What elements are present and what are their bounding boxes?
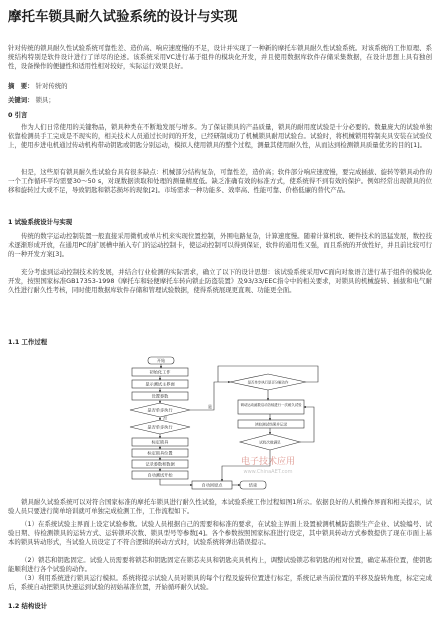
watermark-url: www.ChinaAET.com: [243, 469, 293, 475]
abstract-value: 针对传统的: [35, 82, 68, 90]
watermark-text: 电子技术应用: [240, 457, 296, 467]
figure-description: 锁具耐久试验系统可以对符合国家标准的摩托车锁具进行耐久性试验，本试验系统工作过程如图1所示。依据良好的人机操作界面和相关提示，试验人员只要进行简单培训就可单独完成检测工作，工作流程如下。: [8, 498, 432, 515]
intro-paragraph-2: 但是，这些原有锁具耐久性试验台具有很多缺点：机械部分结构复杂，可靠性差，造价高；软件部分响应速度慢，要完成插拔、旋转等锁具动作的一个工作循环平均需要30～50 s，对现数据读取和处理的测量精度低。缺乏准确有效的标准方式，使系统得不到有效的保护。例如经常出现锁具的位移和旋转过大或不足，导致钥匙和锁芯损坏的现象[2]。市场需求一种功能多、效率高、性能可靠、价格低廉的替代产品。: [8, 168, 432, 194]
intro-paragraph-1: 作为人们日常使用的关键物品，锁具种类在不断地发展与增多。为了保证锁具的产品质量，锁具的耐用度试验是十分必要的。数量庞大的试验单独依靠检测员手工完成是不现实的，相关技术人员通过长时间的开发，已经研制成功了机械锁具耐用试验台。试验时，将机械锁用特制夹具安装在试验仪上，使用步进电机通过传动机构带动钥匙或钥匙分别运动，模拟人使用锁具的整个过程，测量其使用耐久性，从而达到检测锁具质量优劣的目的[1]。: [8, 123, 432, 149]
keywords-label: 关键词：: [8, 96, 34, 104]
flow-right-decision: 是否单步执行是否分解动作: [247, 380, 289, 385]
step-3-paragraph: （3）利用系统进行锁具运行模拟。系统将提示试验人员对锁具的每个行程及旋转位置进行标定，系统记录当前位置的平移及旋转角度，标定完成后，系统自动把锁具快速运到试验的初始基准位置，开始循环耐久试验。: [8, 574, 432, 591]
section1-paragraph-1: 传统的数字运动控制装置一般直接采用微机或单片机来实现位置控制，外围电路复杂，计算速度慢。随着计算机软、硬件技术的迅猛发展，数控技术逐渐形成开放，在通用PC的扩展槽中插入专门的运动控制卡，使运动控制可以得到保证，软件的通用性又强，而且系统的开放性好，并且前比较可行的一种开发方案[3]。: [8, 232, 432, 258]
flow-no-label: 否: [162, 415, 168, 421]
flow-decision-2: 是否单步执行: [147, 424, 173, 430]
flow-auto-home: 自动回原点: [201, 482, 223, 488]
keywords-value: 锁具；: [35, 96, 55, 104]
abstract-label: 摘 要：: [8, 82, 34, 90]
flowchart-figure: [118, 356, 328, 492]
flow-calibrate-position: 标定锁具位置: [147, 450, 173, 456]
step-1-paragraph: （1）在系统试验主界面上设定试验参数。试验人员根据自己的需要和标准的要求，在试验主界面上设置被测机械防盗锁生产企业、试验编号、试验日期、待检测锁具的运转方式、运转锁环次数、锁具型号等参数[4]。各个参数按照国家标准进行设定，其中锁具转动方式参数提供了现在市面上基本的锁具转动形式，当试验人员设定了不符合逻辑的转动方式时，试验系统将弹出错误提示。: [8, 520, 432, 546]
flow-init: 初始化工作: [149, 369, 171, 375]
section-heading-1: 1 试验系统设计与实现: [8, 218, 73, 226]
flow-end: 结束: [248, 482, 258, 488]
flow-right-run: 调动运动函数启动各轴进行一次耐久试验: [240, 403, 302, 407]
section-heading-intro: 0 引言: [8, 111, 28, 119]
flow-right-count: 试验次数满足: [259, 440, 281, 445]
flow-start: 开始: [156, 358, 166, 364]
flow-yes-label: 是: [207, 404, 213, 409]
flow-decision-1: 是否单步执行: [147, 407, 173, 413]
flow-main-ui: 显示测试主界面: [145, 381, 175, 387]
flow-auto-test: 自动测试开始: [147, 472, 173, 478]
section1-paragraph-2: 充分考虑到运动控制技术的发展，并结合行业检测的实际需求，确立了以下的设计思想：该试验系统采用VC面向对象语言进行基于组件的模块化开发，按照国家标准GB17353-1998《摩托车和轻便摩托车转向锁止防盗装置》及93/33/EEC指令中的相关要求，对锁具的机械旋转、插拔和电气耐久性进行耐久性考核，同时使用数据库软件存储和管理试验数据，使得系统展现更直观、功能更全面。: [8, 268, 432, 294]
abstract-paragraph: 针对传统的锁具耐久性试验系统可靠性差、造价高、响应速度慢的不足，设计并实现了一种新的摩托车锁具耐久性试验系统。对该系统的工作原理、系统结构特别是软件设计进行了详尽的论述。该系统采用VC进行基于组件的模块化开发，并且使用数据库软件存储采集数据，在设计思想上具有独创性，设备操作的便捷性和适用性相对较好，实际运行效果良好。: [8, 44, 432, 70]
keywords-line: [8, 96, 432, 105]
step-2-paragraph: （2）锁芯和钥匙固定。试验人员需要将锁芯和钥匙固定在锁芯夹具和钥匙夹具机构上，调整试验锁芯和钥匙的相对位置，确定基准位置，使钥匙能顺利进行各个试验的动作。: [8, 556, 432, 573]
abstract-line: [8, 82, 432, 91]
subsection-heading-1-2: 1.2 结构设计: [8, 602, 48, 610]
page-title: 摩托车锁具耐久试验系统的设计与实现: [8, 9, 238, 25]
flow-calibrate-lock: 标定锁具: [151, 439, 169, 445]
flow-record-1: 记录参数和数据: [145, 461, 175, 467]
subsection-heading-1-1: 1.1 工作过程: [8, 338, 48, 346]
flow-set-params: 设置参数: [151, 393, 169, 399]
flow-right-read: 读取测试结果并记录: [254, 422, 288, 427]
